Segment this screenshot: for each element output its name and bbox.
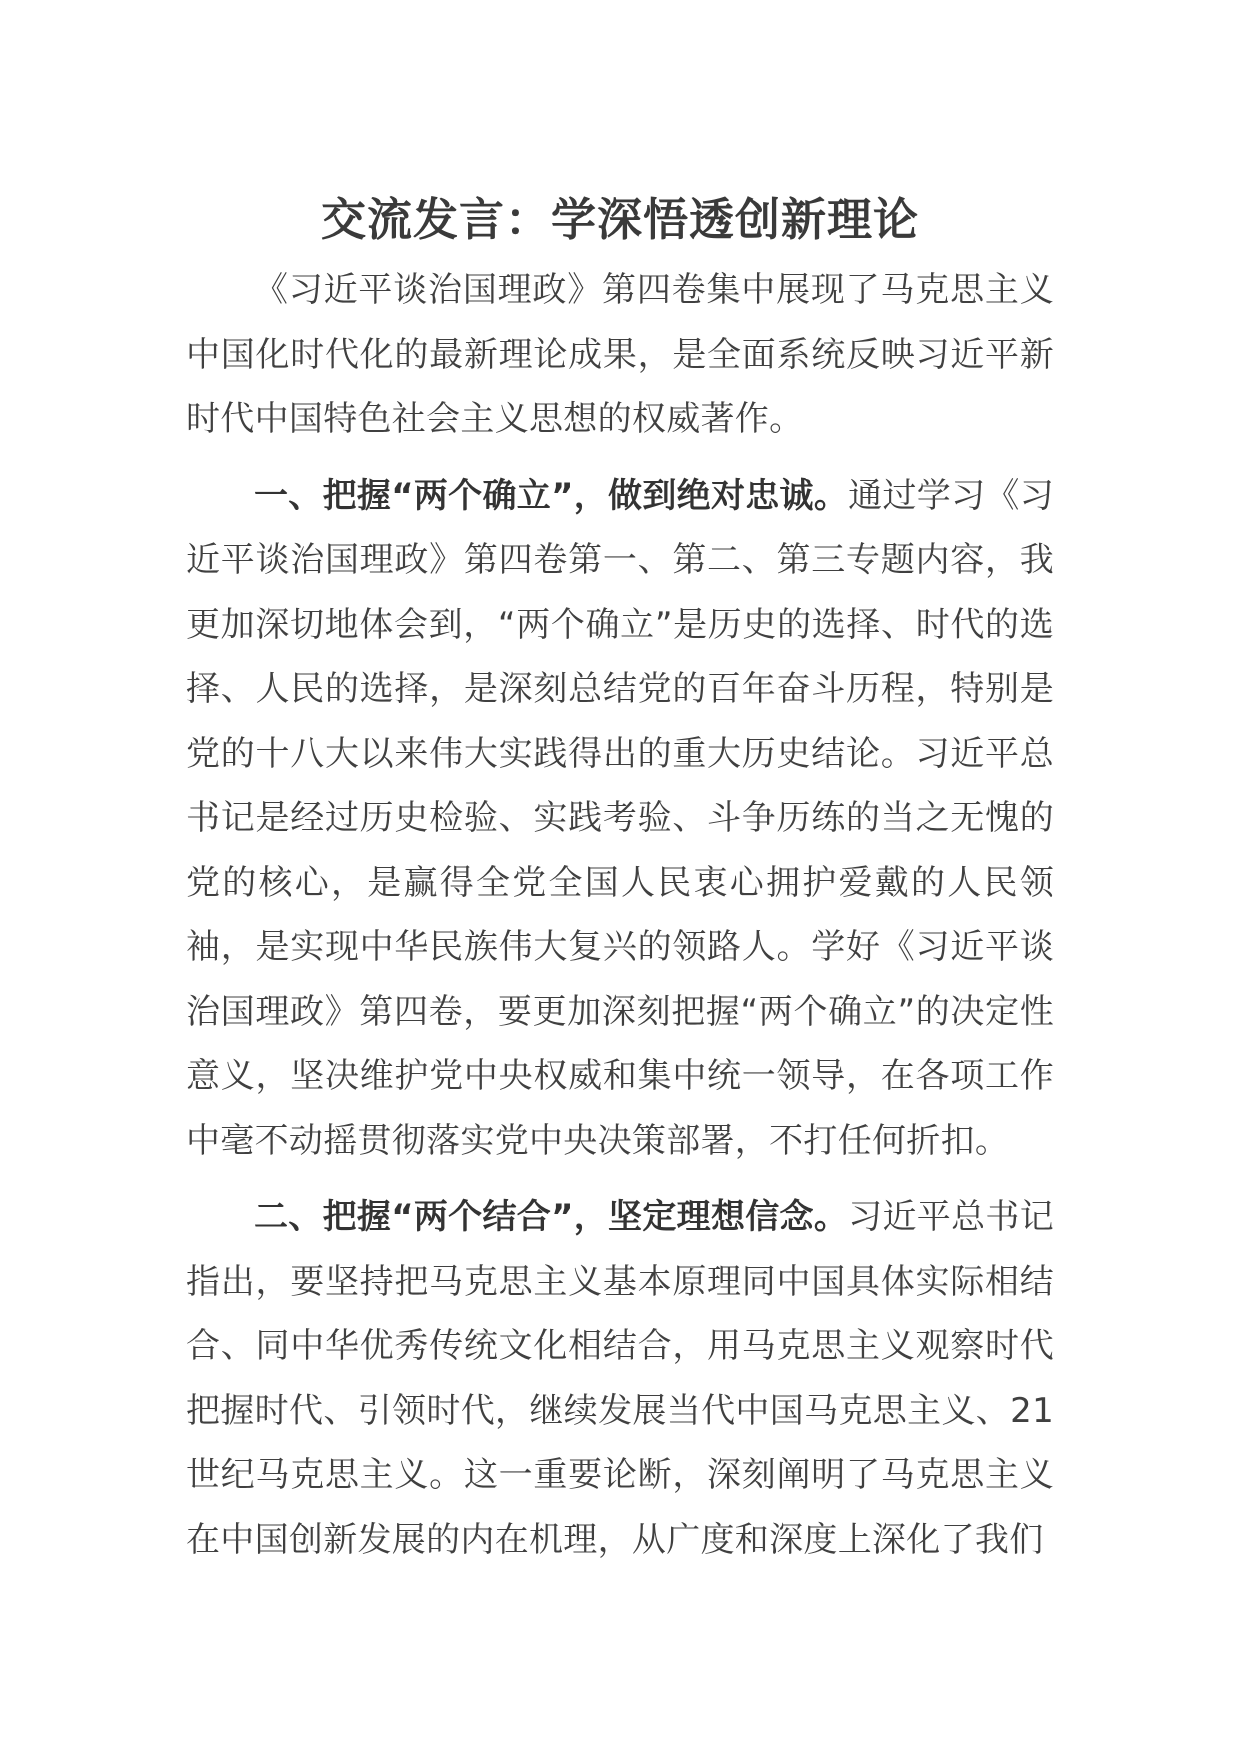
intro-paragraph: 《习近平谈治国理政》第四卷集中展现了马克思主义中国化时代化的最新理论成果，是全面系统反映习近平新时代中国特色社会主义思想的权威著作。 bbox=[186, 270, 1054, 439]
section-1-body: 通过学习《习近平谈治国理政》第四卷第一、第二、第三专题内容，我更加深切地体会到，“两个确立”是历史的选择、时代的选择、人民的选择，是深刻总结党的百年奋斗历程，特别是党的十八大以来伟大实践得出的重大历史结论。习近平总书记是经过历史检验、实践考验、斗争历练的当之无愧的党的核心，是赢得全党全国人民衷心拥护爱戴的人民领袖，是实现中华民族伟大复兴的领路人。学好《习近平谈治国理政》第四卷，要更加深刻把握“两个确立”的决定性意义，坚决维护党中央权威和集中统一领导，在各项工作中毫不动摇贯彻落实党中央决策部署，不打任何折扣。 bbox=[186, 475, 1054, 1161]
document-title: 交流发言：学深悟透创新理论 bbox=[320, 193, 919, 246]
section-2-paragraph bbox=[186, 1185, 1054, 1572]
section-1-heading: 一、把握“两个确立”，做到绝对忠诚。 bbox=[254, 475, 849, 516]
section-2-heading: 二、把握“两个结合”，坚定理想信念。 bbox=[254, 1197, 849, 1237]
section-2-body: 习近平总书记指出，要坚持把马克思主义基本原理同中国具体实际相结合、同中华优秀传统文化相结合，用马克思主义观察时代把握时代、引领时代，继续发展当代中国马克思主义、21世纪马克思主义。这一重要论断，深刻阐明了马克思主义在中国创新发展的内在机理，从广度和深度上深化了我们 bbox=[186, 1197, 1054, 1560]
document-content bbox=[186, 190, 1054, 1572]
section-1-paragraph bbox=[186, 464, 1054, 1174]
